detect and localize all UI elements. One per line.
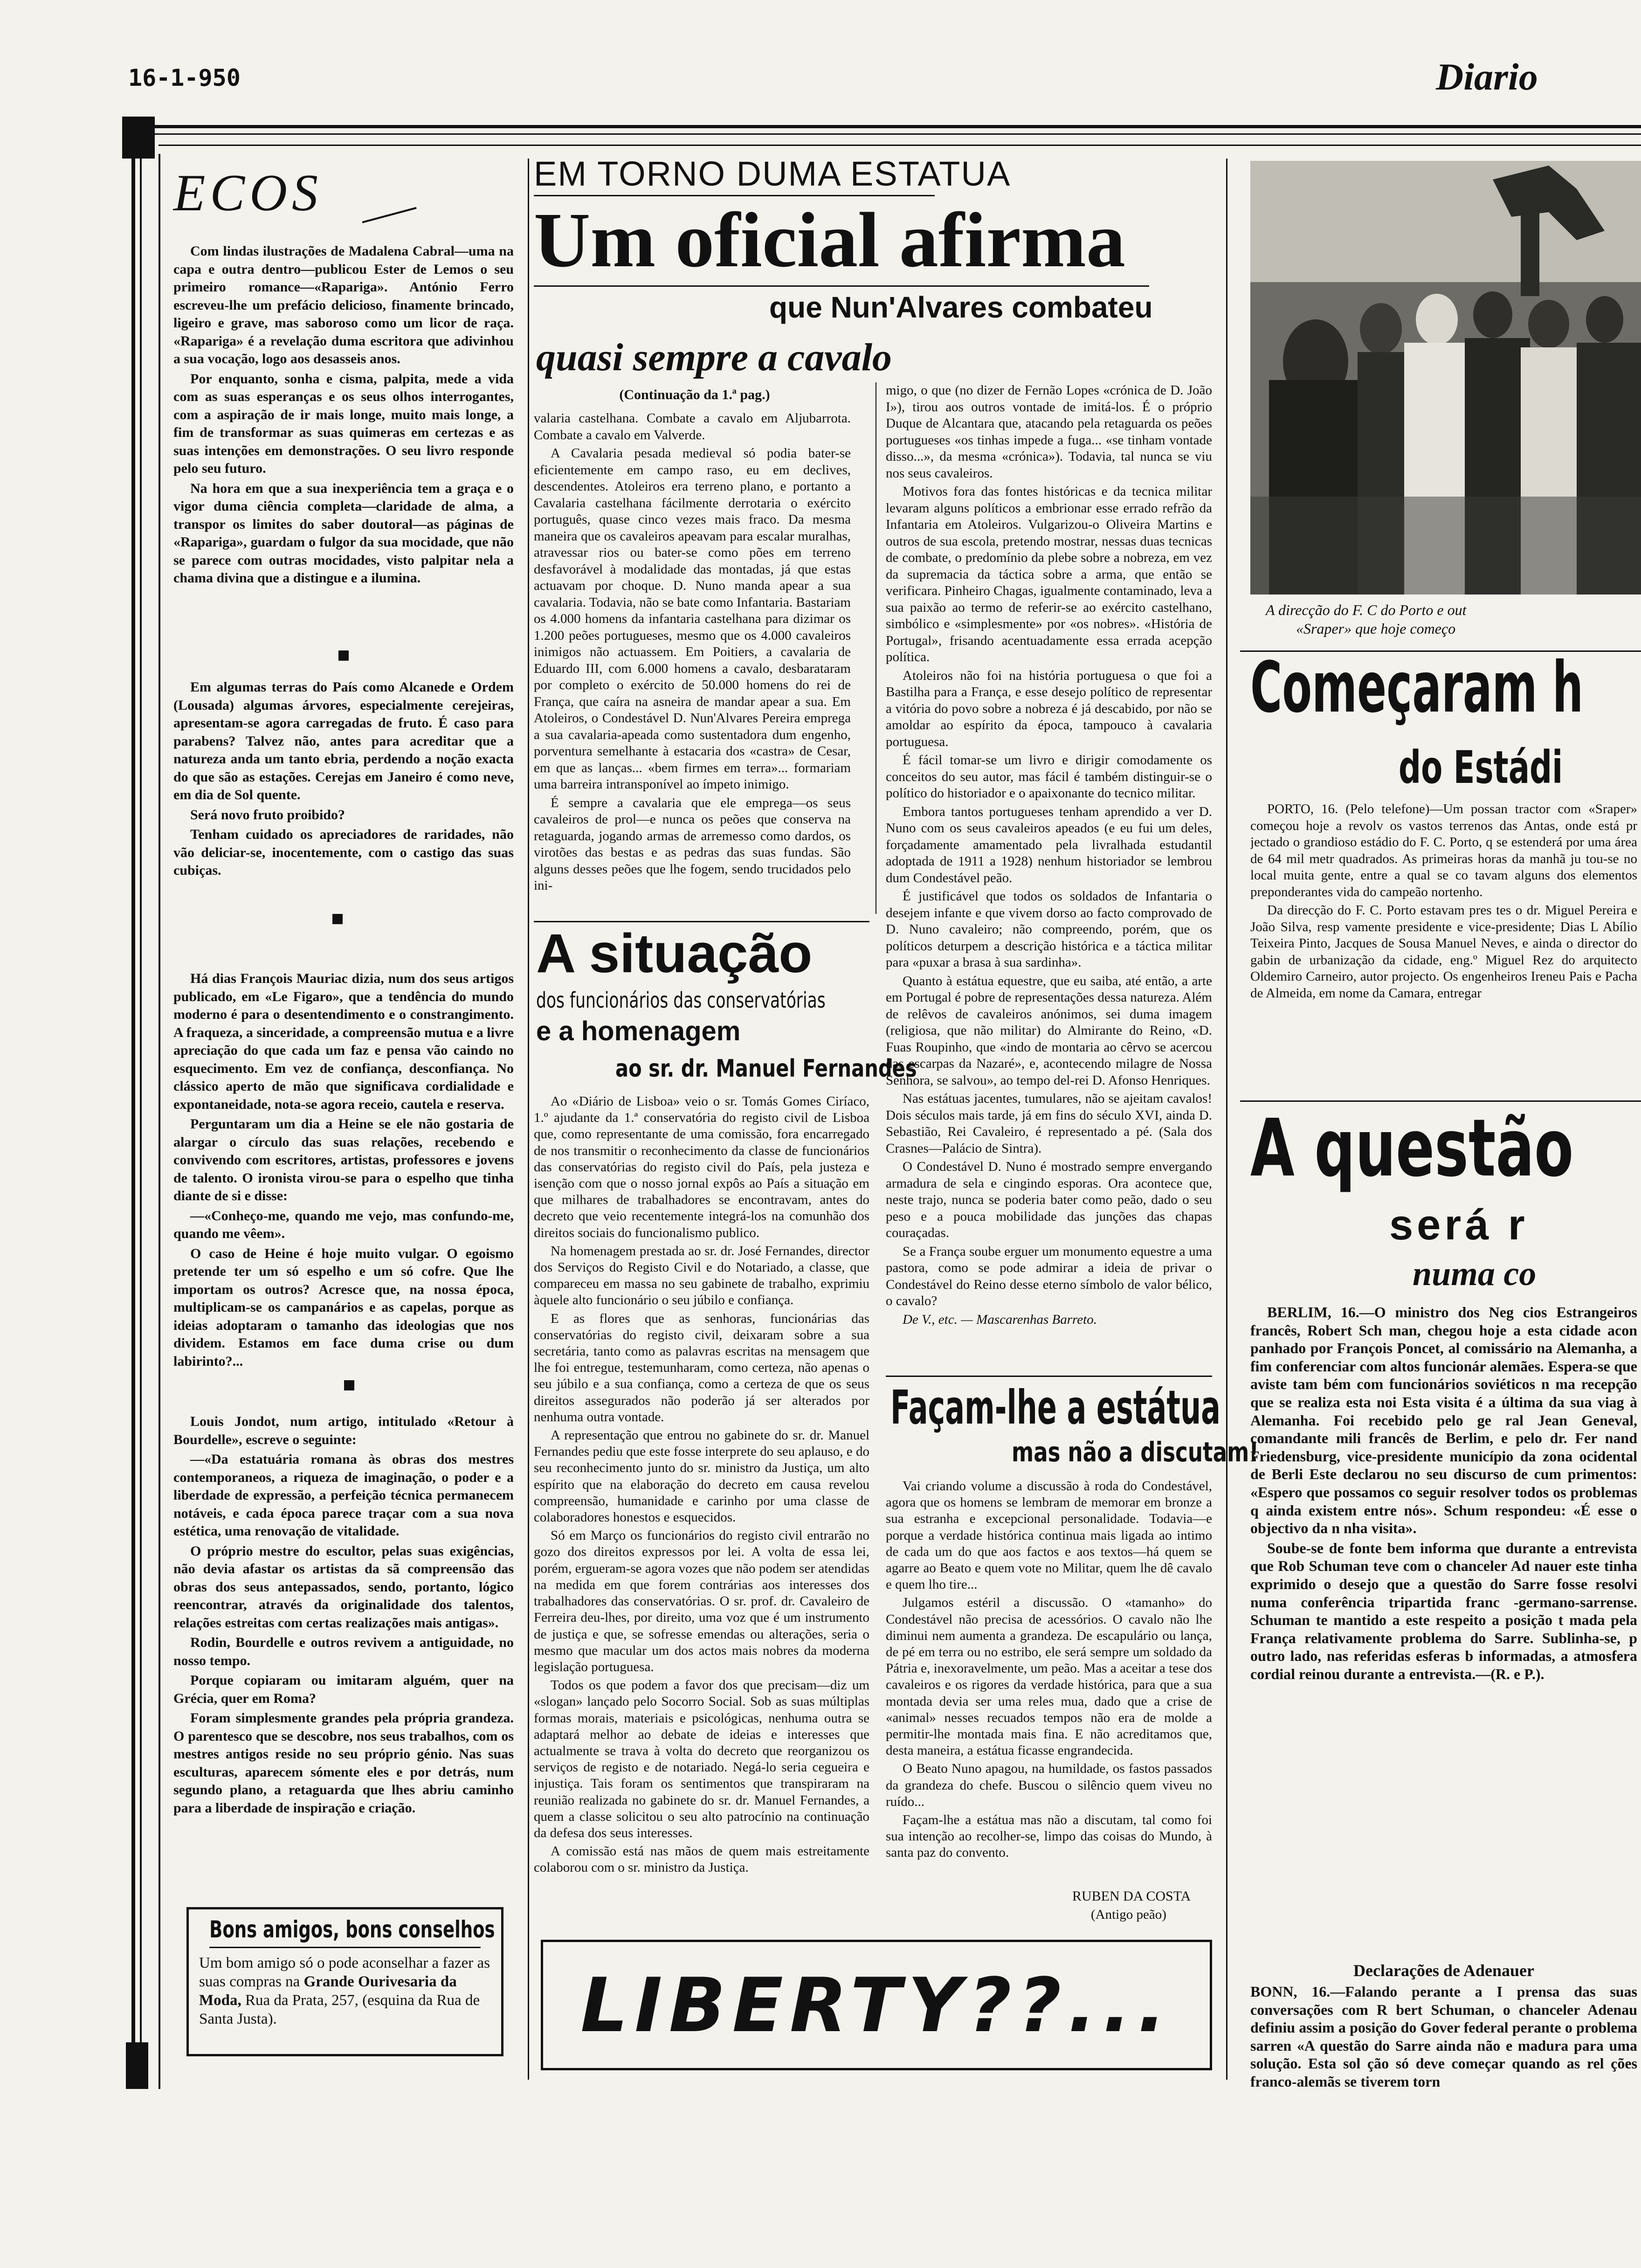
- estatua-deck-italic: quasi sempre a cavalo: [536, 336, 892, 379]
- ecos-item-2: [173, 678, 514, 882]
- ecos-paragraph: Por enquanto, sonha e cisma, palpita, mede a vida com as suas esperanças e os seus olhos interrogantes, com a aspiração de ir mais longe, muito mais longe, a fim de transformar as suas quimeras em certezas e as suas intenções em demonstrações. O seu livro responde pelo seu futuro.: [173, 371, 514, 476]
- situacao-paragraph: Ao «Diário de Lisboa» veio o sr. Tomás Gomes Ciríaco, 1.º ajudante da 1.ª conservatória do registo civil de Lisboa que, como representante de uma comissão, fora encarregado de nos transmitir o reconhecimento da classe de funcionários das conservatórias do registo civil do País, pela justeza e isenção com que o nosso jornal expôs ao País a situação em que milhares de trabalhadores se encontravam, antes do decreto que veio recentemente integrá-los na comunhão dos direitos sociais do funcionalismo publico.: [534, 1094, 869, 1240]
- masthead-rule: [131, 125, 1641, 128]
- situacao-paragraph: A comissão está nas mãos de quem mais estreitamente colaborou com o sr. ministro da Justiça.: [534, 1844, 869, 1875]
- masthead-rule-2: [159, 145, 1641, 146]
- ecos-paragraph: Há dias François Mauriac dizia, num dos seus artigos publicado, em «Le Figaro», que a tendência do mundo moderno é para o desentendimento e o constrangimento. A fraqueza, a sinceridade, a compreensão mutua e a livre apreciação do que cada um faz e pensa vão caindo no esquecimento. Em vez de confiança, desconfiança. No clássico aperto de mão que significava cordialidade e expontaneidade, nota-se agora receio, cautela e reserva.: [173, 971, 514, 1112]
- left-border: [131, 159, 135, 2089]
- paper-name: Diario: [1436, 55, 1538, 98]
- estatua-paragraph: É justificável que todos os soldados de Infantaria o desejem infante e que vivem dorso ao facto comprovado de D. Nuno cavaleiro; não compreendo, porém, que os políticos deturpem a descrição histórica e a táctica militar para «puxar a brasa à sua sardinha».: [886, 889, 1212, 970]
- ecos-paragraph: Tenham cuidado os apreciadores de raridades, não vão deliciar-se, inocentemente, com o castigo das suas cubiças.: [173, 827, 514, 878]
- ad-text-bold: Grande Ourivesaria da Moda,: [199, 1973, 457, 2009]
- ecos-flourish: [357, 189, 416, 223]
- ecos-paragraph: Na hora em que a sua inexperiência tem a graça e o vigor duma ciência completa—claridade de alma, a transpor os limites do saber doutoral—as páginas de «Rapariga», guardam o fulgor da sua mocidade, que não se parece com outras mocidades, visto palpitar nela a chama divina que a distingue e a ilumina.: [173, 480, 514, 586]
- col-sep-2: [1226, 159, 1227, 2080]
- estatua-paragraph: Quanto à estátua equestre, que eu saiba, até então, a arte em Portugal é pobre de representações dessa natureza. Além de relêvos de cavaleiros anónimos, sei duma imagem (religiosa, que não militar) do Almirante do Reino, «D. Fuas Roupinho, que «indo de montaria ao cêrvo se acercou das escarpas da Nazaré», e, acontecendo milagre de Nossa Senhora, se salvou», ao tempo del-rei D. Afonso Henriques.: [886, 973, 1212, 1088]
- porto-caption-2: «Sraper» que hoje começo: [1296, 620, 1456, 637]
- facam-headline-2: mas não a discutam!: [1012, 1436, 1259, 1468]
- ecos-paragraph: Louis Jondot, num artigo, intitulado «Retour à Bourdelle», escreve o seguinte:: [173, 1414, 514, 1447]
- ad-bons-amigos: [186, 1907, 503, 2056]
- ecos-paragraph: Em algumas terras do País como Alcanede e Ordem (Lousada) algumas árvores, especialmente cerejeiras, apresentam-se agora carregadas de fruto. É caso para parabens? Talvez não, antes para acreditar que a natureza anda um tanto ebria, perdendo a noção exacta do que são as estações. Cerejas em Janeiro é como neve, em dia de Sol quente.: [173, 679, 514, 802]
- ecos-item-4: [173, 1413, 514, 1819]
- estatua-paragraph: Embora tantos portugueses tenham aprendido a ver D. Nuno com os seus cavaleiros apeados (e eu fui um deles, forçadamente amamentado pela livralhada estudantil adoptada de 1911 a 1928) nenhum historiador se lembrou dum Condestável peão.: [886, 804, 1212, 885]
- estatua-kicker: EM TORNO DUMA ESTATUA: [534, 154, 1011, 193]
- ecos-paragraph: Perguntaram um dia a Heine se ele não gostaria de alargar o círculo das suas relações, recebendo e convivendo com escritores, artistas, professores e jovens de talento. O ironista virou-se para o espelho que tinha diante de si e disse:: [173, 1116, 514, 1203]
- estatua-deck: que Nun'Alvares combateu: [769, 290, 1153, 324]
- porto-photo: [1250, 161, 1641, 595]
- corner-ornament-bottom: [126, 2042, 148, 2089]
- facam-signature-sub: (Antigo peão): [1091, 1907, 1166, 1922]
- questao-paragraph: BERLIM, 16.—O ministro dos Neg cios Estrangeiros francês, Robert Sch man, chegou hoje a esta cidade acon panhado por François Poncet, al comissário na Alemanha, a fim conferenciar com altos funcionár alemães. Espera-se que aviste tam bém com funcionários soviéticos n ma recepção que se realiza esta noi Esta visita é a última da sua viag à Alemanha. Foi recebido pelo ge ral Jean Geneval, comandante mili francês de Berlim, e pelo dr. Fer nand Friedensburg, vice-presidente município da zona ocidental de Berli Este declarou no seu discurso de cum primentos: «Espero que possamos co seguir resolver todos os problemas q ainda existem entre nós». Schum respondeu: «É esse o objectivo da n nha visita».: [1250, 1304, 1637, 1537]
- estatua-continuation: (Continuação da 1.ª pag.): [619, 387, 770, 402]
- ecos-bullet: [332, 914, 343, 924]
- facam-body: [886, 1478, 1212, 1863]
- ecos-paragraph: —«Da estatuária romana às obras dos mestres contemporaneos, a riqueza de imaginação, o poder e a liberdade de expressão, a perfeição técnica permanecem notáveis, e cada época parece traçar com a sua nova estética, uma renovação de vitalidade.: [173, 1452, 514, 1539]
- ecos-bullet: [338, 650, 349, 661]
- questao-body-2: BONN, 16.—Falando perante a I prensa das suas conversações com R bert Schuman, o chanceler Adenau definiu assim a posição do Gover federal perante o problema sarren «A questão do Sarre ainda não e madura para uma solução. Esta sol ção só deve começar quando as rel ções franco-alemãs se tiverem torn: [1250, 1983, 1637, 2090]
- ecos-paragraph: Rodin, Bourdelle e outros revivem a antiguidade, no nosso tempo.: [173, 1635, 514, 1668]
- crowd-photo-illustration: [1250, 161, 1641, 595]
- issue-date: 16-1-950: [128, 64, 241, 91]
- questao-headline-3: numa co: [1413, 1255, 1537, 1293]
- facam-paragraph: Julgamos estéril a discussão. O «tamanho» do Condestável não precisa de acessórios. O cavalo não lhe diminui nem aumenta a grandeza. De escapulário ou lança, de pé em terra ou no estribo, ele será sempre um soldado da Pátria e, inexoravelmente, um peão. Mas a aceitar a tese dos cavaleiros e os rigores da verdade histórica, para que a sua montada devia ser uma reles mua, dado que a crise de «animal» nesses recuados tempos não era de molde a permitir-lhe montada mais fina. E não acreditamos que, desta maneira, a estátua ficasse engrandecida.: [886, 1595, 1212, 1758]
- ecos-paragraph: Com lindas ilustrações de Madalena Cabral—uma na capa e outra dentro—publicou Ester de Lemos o seu primeiro romance—«Rapariga». António Ferro escreveu-lhe um prefácio delicioso, finamente brincado, ligeiro e grave, mas saboroso como um licor de raça. «Rapariga» é a revelação duma escritora que adivinhou a sua vocação, logo aos desasseis anos.: [173, 243, 514, 366]
- estatua-paragraph: Se a França soube erguer um monumento equestre a uma pastora, como se pode admirar a ideia de privar o Condestável do Reino desse eterno símbolo de valor bélico, o cavalo?: [886, 1244, 1212, 1308]
- estatua-col-1: [534, 410, 851, 896]
- headline-rule: [534, 285, 1149, 287]
- estatua-col-2: [886, 382, 1212, 1330]
- liberty-ad: [541, 1940, 1212, 2070]
- situacao-headline-1: A situação: [536, 923, 813, 984]
- porto-headline-2: do Estádi: [1399, 741, 1563, 794]
- estatua-paragraph: Motivos fora das fontes históricas e da tecnica militar levaram alguns políticos a embrionar esse errado refrão da Infantaria em Atoleiros. Vulgarizou-o Oliveira Martins e outros de sua escola, pretendo mostrar, nessas duas tecnicas de combate, o predomínio da plebe sobre a nobreza, em vez da supremacia da táctica sobre a arma, que então se verificara. Pinheiro Chagas, igualmente contaminado, leva a sua paixão ao termo de referir-se ao exército castelhano, simbólico e «simplesmente» por «os nobres». «História de Portugal», frisando acentuadamente essa errada acepção política.: [886, 484, 1212, 664]
- questao-headline-1: A questão: [1250, 1102, 1574, 1195]
- ecos-paragraph: O caso de Heine é hoje muito vulgar. O egoismo pretende ter um só espelho e um só cofre. Que lhe importam os outros? Acresce que, na nossa época, multiplicam-se os campanários e as capelas, porque as ideias adoptaram o tamanho das ideologias que nos dividem. Estamos em face duma crise ou dum labirinto?...: [173, 1245, 514, 1369]
- ecos-paragraph: Porque copiaram ou imitaram alguém, quer na Grécia, quer em Roma?: [173, 1673, 514, 1706]
- ecos-bullet: [344, 1380, 354, 1390]
- porto-caption-1: A direcção do F. C do Porto e out: [1266, 602, 1467, 618]
- ad-text-a: Um bom amigo só o pode aconselhar a fazer as suas compras na: [199, 1955, 490, 1990]
- questao-subhead: Declarações de Adenauer: [1353, 1961, 1534, 1980]
- situacao-headline-2: dos funcionários das conservatórias: [536, 988, 826, 1013]
- ad-title: Bons amigos, bons conselhos: [209, 1916, 481, 1948]
- ecos-heading: ECOS: [173, 164, 323, 222]
- estatua-paragraph: O Condestável D. Nuno é mostrado sempre envergando armadura de sela e cingindo esporas. Ora acontece que, neste trajo, nunca se poderia bater como peão, dado o seu peso e a pouca mobilidade das junções das chapas couraçadas.: [886, 1159, 1212, 1240]
- questao-body: [1250, 1303, 1637, 1956]
- questao-paragraph: Soube-se de fonte bem informa que durante a entrevista que Rob Schuman teve com o chanceler Ad nauer este tinha exprimido o desejo que a questão do Sarre fosse resolvi numa conferência tripartida franc -germano-sarrense. Schuman te mantido a este respeito a posição t mada pela França relativamente problema do Sarre. Sublinha-se, p outro lado, nas referidas esferas b informadas, a atmosfera cordial reinou durante a entrevista.—(R. e P.).: [1250, 1539, 1637, 1682]
- facam-paragraph: Façam-lhe a estátua mas não a discutam, tal como foi sua intenção ao recolher-se, limpo das coisas do Mundo, à santa paz do convento.: [886, 1812, 1212, 1860]
- facam-top-rule: [886, 1376, 1212, 1377]
- questao-top-rule: [1240, 1100, 1641, 1102]
- left-border-2: [140, 159, 142, 2089]
- porto-body: [1250, 801, 1637, 1118]
- estatua-paragraph: Nas estátuas jacentes, tumulares, não se ajeitam cavalos! Dois séculos mais tarde, já em fins do século XVI, ainda D. Sebastião, Rei Cavaleiro, é representado a pé. (Sala dos Crasnes—Palácio de Sintra).: [886, 1091, 1212, 1156]
- left-border-3: [159, 154, 160, 2089]
- ad-body: [199, 1954, 491, 2028]
- situacao-headline-4: ao sr. dr. Manuel Fernandes: [615, 1055, 917, 1083]
- estatua-paragraph: valaria castelhana. Combate a cavalo em Aljubarrota. Combate a cavalo em Valverde.: [534, 411, 851, 443]
- estatua-paragraph: A Cavalaria pesada medieval só podia bater-se eficientemente em campo raso, eu em declives, descendentes. Atoleiros era terreno plano, e portanto a Cavalaria castelhana fácilmente derrotaria o exército português, quase cinco vezes mais fraco. Da mesma maneira que os cavaleiros apeavam para escalar muralhas, atravessar rios ou bater-se como pões em terreno desfavorável à modalidade das montadas, já que estas actuavam por choque. D. Nuno manda apear a sua cavalaria. Todavia, não se bate como Infantaria. Bastariam os 4.000 homens da infantaria castelhana para dizimar os 1.200 peões portugueses, mesmo que os 4.000 cavaleiros inimigos não actuassem. Em Poitiers, a cavalaria de Eduardo III, com 6.000 homens a cavalo, desbarataram por completo o exército de 50.000 homens do rei de França, que caíra na asneira de mandar apear a sua. Em Atoleiros, o Condestável D. Nun'Alvares Pereira emprega a sua cavalaria-apeada como sustentadora dum engenho, porventura semelhante à estacaria dos «castra» de Cesar, em que as lanças... «bem firmes em terra»... formariam uma barreira intransponível ao ímpeto inimigo.: [534, 446, 851, 792]
- situacao-paragraph: Todos os que podem a favor dos que precisam—diz um «slogan» lançado pelo Socorro Social. Sob as suas múltiplas formas morais, materiais e psicológicas, nenhuma outra se adaptará melhor ao debate de ideias e interesses que actualmente se trava à volta do decreto que reorganizou os serviços de registo e de notariado. Negá-lo seria cegueira e injustiça. Tais foram os sentimentos que transpiraram na reunião realizada no gabinete do sr. dr. Manuel Fernandes, a quem a classe solicitou o seu alto patrocínio na continuação da defesa dos seus interesses.: [534, 1678, 869, 1840]
- ad-text-b: Rua da Prata, 257, (esquina da Rua de Santa Justa).: [199, 1992, 480, 2027]
- facam-headline-1: Façam-lhe a estátua: [890, 1380, 1220, 1435]
- situacao-paragraph: E as flores que as senhoras, funcionárias das conservatórias do registo civil, deixaram sobre a sua secretária, tanto como as palavras escritas na mensagem que lhe foi entregue, testemunharam, como certeza, não apenas o seu júbilo e a sua confiança, como a certeza de que os seus direitos assegurados não poderão já ser alterados por nenhuma outra vontade.: [534, 1311, 869, 1424]
- masthead-rule-thin: [131, 133, 1641, 135]
- situacao-headline-3: e a homenagem: [536, 1016, 741, 1046]
- ecos-item-3: [173, 970, 514, 1372]
- situacao-paragraph: A representação que entrou no gabinete do sr. dr. Manuel Fernandes pediu que este fosse interprete do seu aplauso, e do seu reconhecimento junto do sr. ministro da Justiça, um alto espírito que na elaboração do decreto em causa revelou compreensão, humanidade e carinho por uma classe de colaboradores honestos e esquecidos.: [534, 1428, 869, 1525]
- estatua-headline: Um oficial afirma: [534, 197, 1125, 284]
- facam-signature: RUBEN DA COSTA: [1072, 1888, 1191, 1904]
- porto-paragraph: PORTO, 16. (Pelo telefone)—Um possan tractor com «Sraper» começou hoje a revolv os vastos terrenos das Antas, onde está pr jectado o grandioso estádio do F. C. Porto, q se estenderá por uma área de 64 mil metr quadrados. As primeiras horas da manhã ju tou-se no local muita gente, entre a qual se co tavam alguns dos elementos preponderantes vida do campeão nortenho.: [1250, 802, 1637, 899]
- situacao-paragraph: Na homenagem prestada ao sr. dr. José Fernandes, director dos Serviços do Registo Civil e do Notariado, a classe, que compareceu em massa no seu gabinete de trabalho, exprimiu àquele alto funcionário o seu júbilo e confiança.: [534, 1243, 869, 1308]
- ecos-paragraph: —«Conheço-me, quando me vejo, mas confundo-me, quando me vêem».: [173, 1208, 514, 1241]
- ecos-paragraph: Foram simplesmente grandes pela própria grandeza. O parentesco que se descobre, nos seus trabalhos, com os mestres antigos reside no seu próprio génio. Nas suas esculturas, aparecem sómente eles e por detrás, num segundo plano, a retaguarda que lhes abriu caminho para a liberdade de inspiração e criação.: [173, 1710, 514, 1816]
- estatua-paragraph: Atoleiros não foi na história portuguesa o que foi a Bastilha para a França, e esse desejo político de representar a vitória do povo sobre a nobreza é já descabido, por não se amoldar ao espírito da época, tampouco à cavalaria portuguesa.: [886, 668, 1212, 749]
- liberty-text: LIBERTY??...: [580, 1961, 1172, 2049]
- facam-paragraph: Vai criando volume a discussão à roda do Condestável, agora que os homens se lembram de memorar em bronze a sua estranha e excepcional personalidade. Todavia—e porque a verdade histórica continua mais ligada ao intimo de cada um do que aos factos e aos textos—há quem se agarre ao Beato e quem vote no Militar, quem lhe dê cavalo e quem lho tire...: [886, 1479, 1212, 1592]
- estatua-paragraph: migo, o que (no dizer de Fernão Lopes «crónica de D. João I»), tirou aos outros vontade de imitá-los. É o próprio Duque de Alcantara que, atacando pela retaguarda os peões portugueses «os tinhas impede a fuga... «se tinham vontade disso...», da mesma «crónica»). Todavia, tal nunca se viu nos seus cavaleiros.: [886, 383, 1212, 481]
- situacao-paragraph: Só em Março os funcionários do registo civil entrarão no gozo dos direitos expressos por lei. A volta de essa lei, porém, ergueram-se agora vozes que não podem ser atendidas na medida em que forem contrárias aos interesses dos trabalhadores das conservatórias. O sr. prof. dr. Cavaleiro de Ferreira deu-lhes, por direito, uma voz que é um instrumento de justiça e que, se sofresse emendas ou alterações, seria o mesmo que macular um dos actos mais nobres da moderna legislação portuguesa.: [534, 1528, 869, 1674]
- questao-headline-2: será r: [1389, 1201, 1529, 1249]
- ecos-paragraph: O próprio mestre do escultor, pelas suas exigências, não devia afastar os artistas da sã compreensão das obras dos seus antepassados, sendo, portanto, lógico reencontrar, através da originalidade dos talentos, relações estreitas com certas realizações mais antigas».: [173, 1543, 514, 1631]
- porto-paragraph: Da direcção do F. C. Porto estavam pres tes o dr. Miguel Pereira e João Silva, resp vamente presidente e vice-presidente; Dias L Abílio Teixeira Pinto, Jacques de Sousa Manuel Neves, e ainda o director do gabin de urbanização da cidade, eng.º Miguel Rez do arquitecto Oldemiro Carneiro, autor projecto. Os engenheiros Ireneu Pais e Pacha de Almeida, em nome da Camara, entregar: [1250, 903, 1637, 1001]
- facam-paragraph: O Beato Nuno apagou, na humildade, os fastos passados da grandeza do chefe. Buscou o silêncio quem viveu no ruído...: [886, 1761, 1212, 1809]
- corner-ornament: [122, 117, 155, 159]
- col-sep-1: [528, 159, 529, 2080]
- estatua-paragraph: É sempre a cavalaria que ele emprega—os seus cavaleiros de prol—e nunca os peões que conserva na retaguarda, jogando armas de arremesso como dardos, os virotões das bestas e as pedras das suas fundas. São alguns desses peões que lhe fogem, sendo trucidados pelo ini-: [534, 795, 851, 893]
- situacao-body: [534, 1093, 869, 1878]
- ecos-item-1: [173, 242, 514, 589]
- ecos-paragraph: Será novo fruto proibido?: [190, 807, 345, 823]
- porto-headline-1: Começaram h: [1250, 647, 1584, 728]
- estatua-signature: De V., etc. — Mascarenhas Barreto.: [903, 1312, 1097, 1327]
- estatua-paragraph: É fácil tomar-se um livro e dirigir comodamente os conceitos do seu autor, mas fácil é também distinguir-se o político do historiador e o apaixonante do tecnico militar.: [886, 753, 1212, 801]
